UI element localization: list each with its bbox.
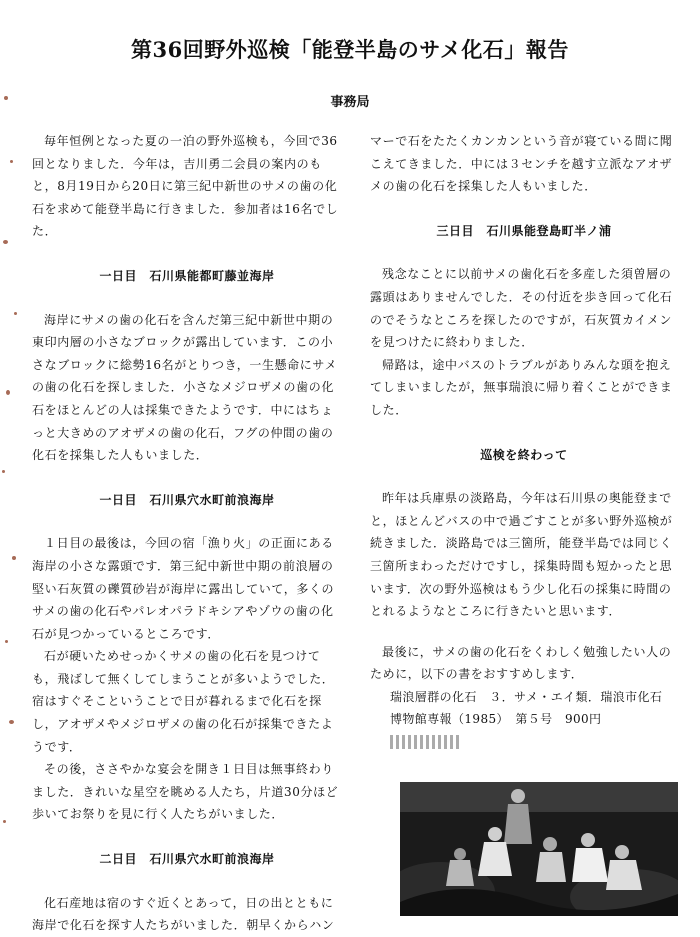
day2-heading: 二日目 石川県穴水町前浪海岸 — [99, 852, 275, 867]
left-column — [32, 130, 342, 937]
closing-paragraph-2: 最後に，サメの歯の化石をくわしく勉強したい人のために，以下の書をおすすめします． — [370, 644, 672, 682]
day1b-paragraph-1: １日目の最後は，今回の宿「漁り火」の正面にある海岸の小さな露頭です．第三紀中新世中期の前浪層の堅い石灰質の礫質砂岩が海岸に露出していて，多くのサメの歯の化石やパレオパラドキシアやゾウの歯の化石が見つかっているところです． — [32, 536, 335, 641]
author: 事務局 — [330, 95, 370, 110]
field-trip-photo — [400, 782, 678, 916]
closing-paragraph-1: 昨年は兵庫県の淡路島，今年は石川県の奥能登までと，ほとんどバスの中で過ごすことが多い野外巡検が続きました．淡路島では三箇所，能登半島では同じく三箇所まわっただけですし，採集時間も短かったと思います．次の野外巡検はもう少し化石の採集に時間のとれるようなところに行きたいと思います． — [370, 491, 673, 619]
reference-line-1: 瑞浪層群の化石 ３．サメ・エイ類．瑞浪市化石 — [390, 689, 663, 704]
day1b-paragraph-2: 石が硬いためせっかくサメの歯の化石を見つけても，飛ばして無くしてしまうことが多いようでした．宿はすぐそこということで日が暮れるまで化石を探し，アオザメやメジロザメの歯の化石が採集できたようです． — [32, 649, 335, 754]
day1-paragraph: 海岸にサメの歯の化石を含んだ第三紀中新世中期の東印内層の小さなブロックが露出しています．この小さなブロックに総勢16名がとりつき，一生懸命にサメの歯の化石を探しました．小さなメジロザメの歯の化石をほとんどの人は採集できたようです．中にはちょっと大きめのアオザメの歯の化石，フグの仲間の歯の化石を採集した人もいました． — [32, 312, 338, 463]
day3-paragraph-1: 残念なことに以前サメの歯化石を多産した須曽層の露頭はありませんでした．その付近を歩き回って化石のでそうなところを探したのですが，石灰質カイメンを見つけたに終わりました． — [370, 267, 673, 350]
reference-line-2: 博物館専報（1985） 第５号 900円 — [390, 712, 602, 727]
day3-paragraph-2: 帰路は，途中バスのトラブルがありみんな頭を抱えてしまいましたが，無事瑞浪に帰り着くことができました． — [370, 357, 673, 417]
day1-heading: 一日目 石川県能都町藤並海岸 — [99, 268, 275, 283]
intro-paragraph: 毎年恒例となった夏の一泊の野外巡検も，今回で36回となりました．今年は，吉川勇二会員の案内のもと，8月19日から20日に第三紀中新世のサメの歯の化石を求めて能登半島に行きました．参加者は16名でした． — [32, 134, 339, 239]
day2-continued: マーで石をたたくカンカンという音が寝ている間に聞こえてきました．中には３センチを越す立派なアオザメの歯の化石を採集した人もいました． — [370, 134, 673, 194]
day3-heading: 三日目 石川県能登島町半ノ浦 — [436, 223, 612, 238]
day1b-heading: 一日目 石川県穴水町前浪海岸 — [99, 492, 275, 507]
day2-paragraph: 化石産地は宿のすぐ近くとあって，日の出とともに海岸で化石を探す人たちがいました．朝早くからハン — [32, 895, 335, 933]
handwritten-mark — [390, 735, 460, 749]
page-title: 第36回野外巡検「能登半島のサメ化石」報告 — [131, 37, 569, 62]
closing-heading: 巡検を終わって — [480, 447, 568, 462]
day1b-paragraph-3: その後，ささやかな宴会を開き１日目は無事終わりました．きれいな星空を眺める人たち，片道30分ほど歩いてお祭りを見に行く人たちがいました． — [32, 762, 339, 822]
right-column — [370, 130, 678, 749]
